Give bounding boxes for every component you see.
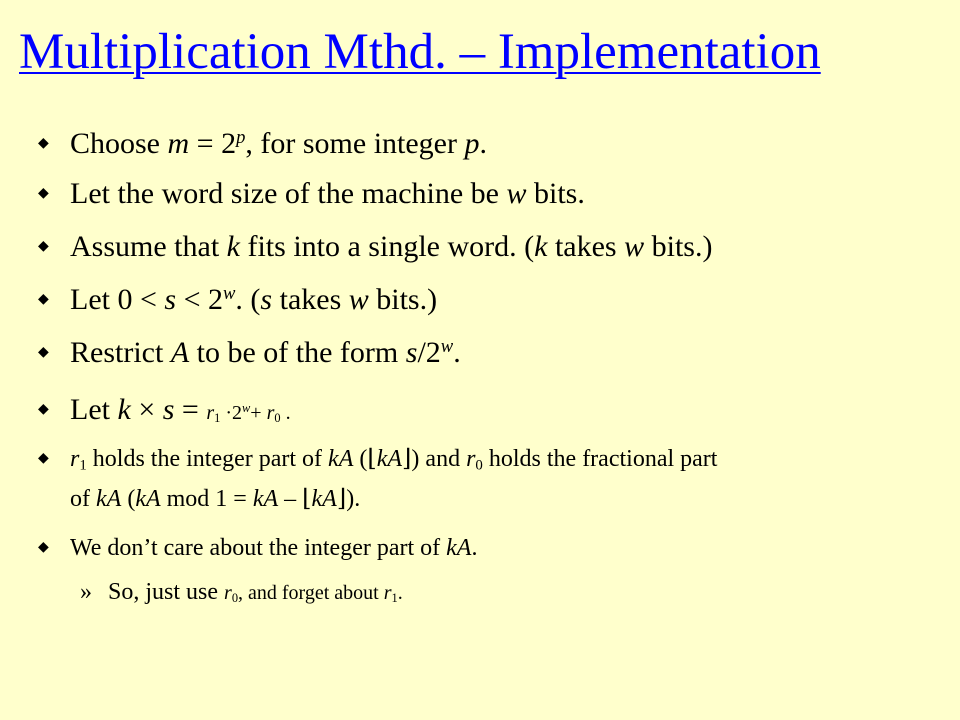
bullet-word-size: Let the word size of the machine be w bits. xyxy=(70,177,585,210)
sub-bullet-marker: » xyxy=(80,579,92,605)
bullet-k-fits: Assume that k fits into a single word. (k takes w bits.) xyxy=(70,230,713,263)
bullet-choose-m: Choose $m = 2^p$, for some integer p. xyxy=(70,126,487,160)
slide-title: Multiplication Mthd. – Implementation xyxy=(19,24,821,80)
bullet-s-range: Let $0 < s < 2^w$. (s takes w bits.) xyxy=(70,282,438,316)
bullet-k-times-s: Let $k \times s = r_1 \cdot 2^w+ r_0$ . xyxy=(70,393,291,426)
diamond-bullet-icon: ◆ xyxy=(38,136,49,151)
sub-bullet-use-r0: So, just use $r_0$, and forget about $r_1$. xyxy=(108,579,403,606)
diamond-bullet-icon: ◆ xyxy=(38,451,49,466)
diamond-bullet-icon: ◆ xyxy=(38,345,49,360)
diamond-bullet-icon: ◆ xyxy=(38,402,49,417)
bullet-r1-r0-line1: $r_1$ holds the integer part of kA (⌊kA⌋) and $r_0$ holds the fractional part xyxy=(70,446,718,474)
diamond-bullet-icon: ◆ xyxy=(38,186,49,201)
bullet-r1-r0-line2: of kA (kA mod 1 = kA – ⌊kA⌋). xyxy=(70,486,361,512)
bullet-dont-care: We don’t care about the integer part of kA. xyxy=(70,535,478,561)
diamond-bullet-icon: ◆ xyxy=(38,239,49,254)
bullet-restrict-a: Restrict A to be of the form s/2$^w$. xyxy=(70,335,461,369)
diamond-bullet-icon: ◆ xyxy=(38,540,49,555)
diamond-bullet-icon: ◆ xyxy=(38,292,49,307)
